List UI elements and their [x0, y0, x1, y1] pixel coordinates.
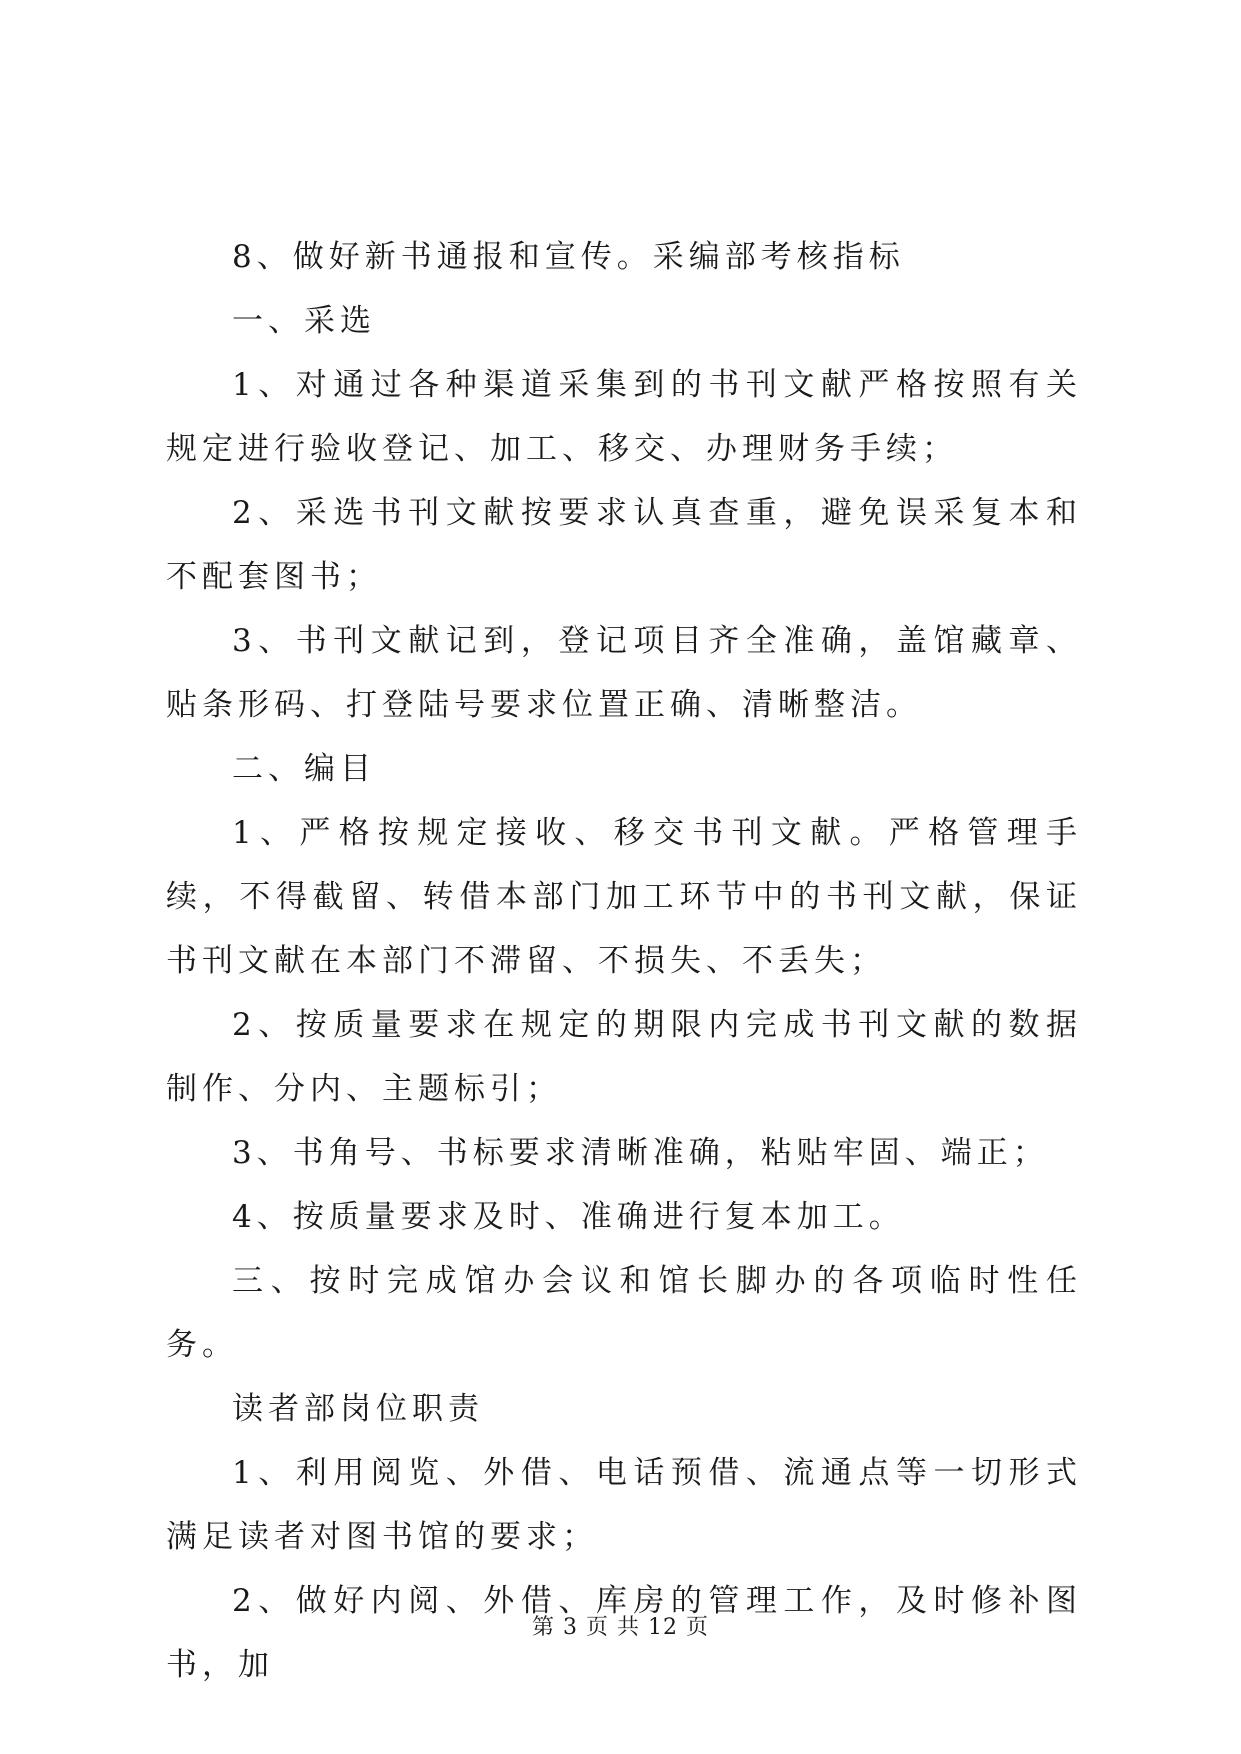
paragraph: 3、书刊文献记到，登记项目齐全准确，盖馆藏章、贴条形码、打登陆号要求位置正确、清晰整洁。 [166, 623, 1082, 723]
page-number-footer: 第 3 页 共 12 页 [532, 1615, 709, 1640]
section-heading: 二、编目 [232, 751, 376, 787]
paragraph: 2、按质量要求在规定的期限内完成书刊文献的数据制作、分内、主题标引； [166, 1007, 1082, 1107]
paragraph: 2、做好内阅、外借、库房的管理工作，及时修补图书，加 [166, 1583, 1082, 1683]
section-heading: 三、按时完成馆办会议和馆长脚办的各项临时性任务。 [166, 1263, 1082, 1363]
section-heading: 一、采选 [232, 303, 376, 339]
paragraph: 8、做好新书通报和宣传。采编部考核指标 [232, 239, 905, 275]
paragraph: 1、利用阅览、外借、电话预借、流通点等一切形式满足读者对图书馆的要求； [166, 1455, 1082, 1555]
paragraph: 2、采选书刊文献按要求认真查重，避免误采复本和不配套图书； [166, 495, 1082, 595]
paragraph: 3、书角号、书标要求清晰准确，粘贴牢固、端正； [232, 1135, 1049, 1171]
paragraph: 1、严格按规定接收、移交书刊文献。严格管理手续，不得截留、转借本部门加工环节中的书刊文献，保证书刊文献在本部门不滞留、不损失、不丢失； [166, 815, 1082, 979]
paragraph: 4、按质量要求及时、准确进行复本加工。 [232, 1199, 905, 1235]
paragraph: 1、对通过各种渠道采集到的书刊文献严格按照有关规定进行验收登记、加工、移交、办理财务手续； [166, 367, 1082, 467]
section-title: 读者部岗位职责 [232, 1391, 484, 1427]
document-body [166, 225, 1082, 1697]
